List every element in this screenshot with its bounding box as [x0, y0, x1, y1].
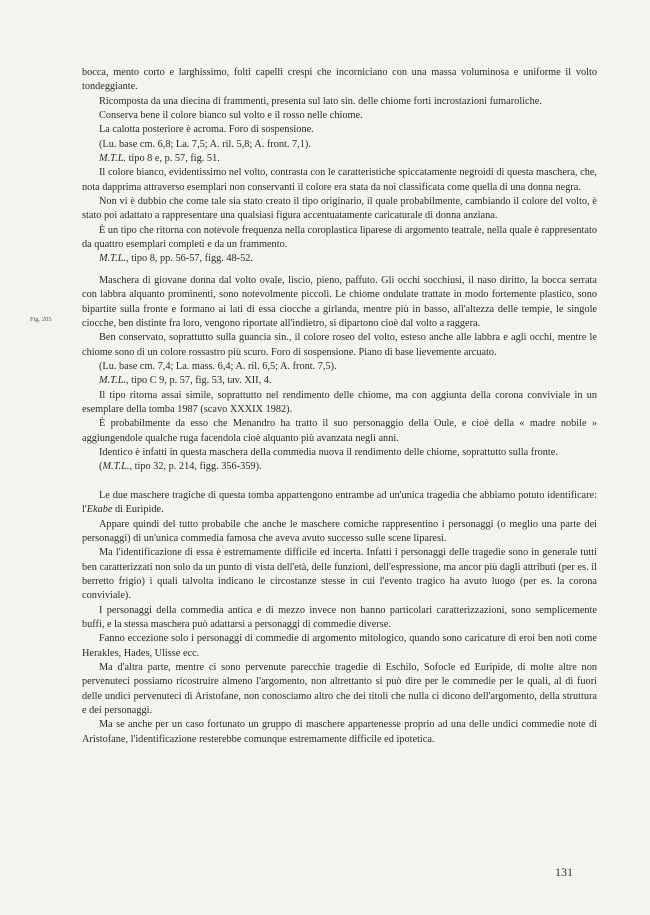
- paragraph-text: di Euripide.: [112, 504, 164, 516]
- page-number: 131: [555, 865, 573, 879]
- paragraph: Il colore bianco, evidentissimo nel volto, contrasta con le caratteristiche spiccatamente negroidi di questa maschera, che, nota dapprima attraverso esemplari non conservanti il colore era stata da noi classificata come quella di una donna negra.: [82, 167, 597, 193]
- paragraph: È un tipo che ritorna con notevole frequenza nella coroplastica liparese di argomento teatrale, nella quale è rappresentato da quattro esemplari completi e da un frammento.: [82, 224, 597, 251]
- paragraph: Conserva bene il colore bianco sul volto e il rosso nelle chiome.: [99, 110, 363, 122]
- reference-line: [82, 152, 597, 166]
- paragraph: Maschera di giovane donna dal volto ovale, liscio, pieno, paffuto. Gli occhi socchiusi, il naso diritto, la bocca serrata con labbra alquanto prominenti, sono notevolmente piccoli. Le chiome ondulate trattate in modo fortemente plastico, sono bipartite sulla fronte e formano ai lati di essa ciocche a girlanda, mentre più in basso, all'altezza delle tempie, le singole ciocche, ben distinte fra loro, vengono riportate all'indietro, si dipartono cioè dal volto a raggera.: [82, 274, 597, 329]
- reference-detail: , tipo 8, pp. 56-57, figg. 48-52.: [126, 253, 253, 265]
- paragraph-text: Le due maschere tragiche di questa tomba appartengono entrambe ad un'unica tragedia che abbiamo potuto identificare: l': [82, 489, 597, 516]
- paragraph: Ben conservato, soprattutto sulla guancia sin., il colore roseo del volto, esteso anche alle labbra e agli occhi, mentre le chiome sono di un colore rossastro più scuro. Foro di sospensione. Piano di base lievemente arcuato.: [82, 332, 597, 358]
- reference-line: [82, 252, 597, 266]
- section-gap: [82, 475, 597, 489]
- paragraph: Ma d'altra parte, mentre ci sono pervenute parecchie tragedie di Eschilo, Sofocle ed Euripide, di molte altre non pervenuteci possiamo ricostruire almeno l'argomento, non altrettanto si può dire per le commedie per le quali, al di fuori delle undici pervenuteci di Aristofane, non conosciamo altro che dei titoli che nulla ci dicono dell'argomento, della struttura e dei personaggi.: [82, 661, 597, 716]
- paragraph: Identico è infatti in questa maschera della commedia nuova il rendimento delle chiome, soprattutto sulla fronte.: [99, 446, 558, 458]
- paragraph: Ricomposta da una diecina di frammenti, presenta sul lato sin. delle chiome forti incrostazioni fumaroliche.: [99, 95, 542, 107]
- section-gap: [82, 267, 597, 274]
- body-text: [82, 66, 597, 747]
- reference-line: [82, 374, 597, 388]
- reference-detail: , tipo C 9, p. 57, fig. 53, tav. XII, 4.: [126, 375, 272, 387]
- reference-abbreviation: M.T.L.: [99, 253, 126, 265]
- paragraph: Fanno eccezione solo i personaggi di commedie di argomento mitologico, quando sono caricature di eroi ben noti come Herakles, Hades, Ulisse ecc.: [82, 633, 597, 659]
- reference-line: (M.T.L., tipo 32, p. 214, figg. 356-359).: [99, 461, 262, 473]
- reference-abbreviation: M.T.L.: [99, 153, 126, 165]
- reference-abbreviation: M.T.L.: [102, 461, 130, 473]
- paragraph: [82, 489, 597, 518]
- paragraph: Ma l'identificazione di essa è estremamente difficile ed incerta. Infatti i personaggi delle tragedie sono in generale tutti ben caratterizzati non solo da un punto di vista dell'età, delle funzioni, dell'espressione, ma ancor più dagli attributi (per es. il berretto frigio) i quali talvolta indicano le circostanze stesse in cui l'evento tragico ha avuto luogo (per es. la corona conviviale).: [82, 547, 597, 602]
- work-title: Ekabe: [86, 504, 113, 516]
- paragraph: Non vi è dubbio che come tale sia stato creato il tipo originario, il quale probabilmente, cambiando il colore del volto, è stato poi adattato a rappresentare una qualsiasi figura accentuatamente caricaturale di donna anziana.: [82, 196, 597, 222]
- paragraph: Appare quindi del tutto probabile che anche le maschere comiche rappresentino i personaggi (o meglio una parte dei personaggi) di un'unica commedia famosa che aveva avuto successo sulle scene liparesi.: [82, 518, 597, 544]
- paragraph: I personaggi della commedia antica e di mezzo invece non hanno particolari caratterizzazioni, sono semplicemente buffi, e la stessa maschera può adattarsi a personaggi di commedie diverse.: [82, 604, 597, 630]
- reference-abbreviation: M.T.L.: [99, 375, 126, 387]
- paragraph: (Lu. base cm. 6,8; La. 7,5; A. ril. 5,8; A. front. 7,1).: [99, 138, 311, 150]
- reference-detail: tipo 8 e, p. 57, fig. 51.: [126, 153, 220, 165]
- paragraph: bocca, mento corto e larghissimo, folti capelli crespi che incorniciano con una massa voluminosa e uniforme il volto tondeggiante.: [82, 67, 597, 93]
- paragraph: È probabilmente da esso che Menandro ha tratto il suo personaggio della Oule, e cioè della « madre nobile » aggiungendole qualche ruga facendola cioè alquanto più avanzata negli anni.: [82, 418, 597, 444]
- paragraph: Il tipo ritorna assai simile, soprattutto nel rendimento delle chiome, ma con aggiunta della corona conviviale in un esemplare della tomba 1987 (scavo XXXIX 1982).: [82, 389, 597, 415]
- paragraph: Ma se anche per un caso fortunato un gruppo di maschere appartenesse proprio ad una delle undici commedie note di Aristofane, l'identificazione resterebbe comunque estremamente difficile ed ipotetica.: [82, 719, 597, 745]
- paragraph: (Lu. base cm. 7,4; La. mass. 6,4; A. ril. 6,5; A. front. 7,5).: [99, 360, 337, 372]
- paragraph: La calotta posteriore è acroma. Foro di sospensione.: [99, 124, 314, 136]
- figure-reference-marker: Fig. 205: [30, 316, 52, 323]
- reference-detail: , tipo 32, p. 214, figg. 356-359: [129, 461, 256, 473]
